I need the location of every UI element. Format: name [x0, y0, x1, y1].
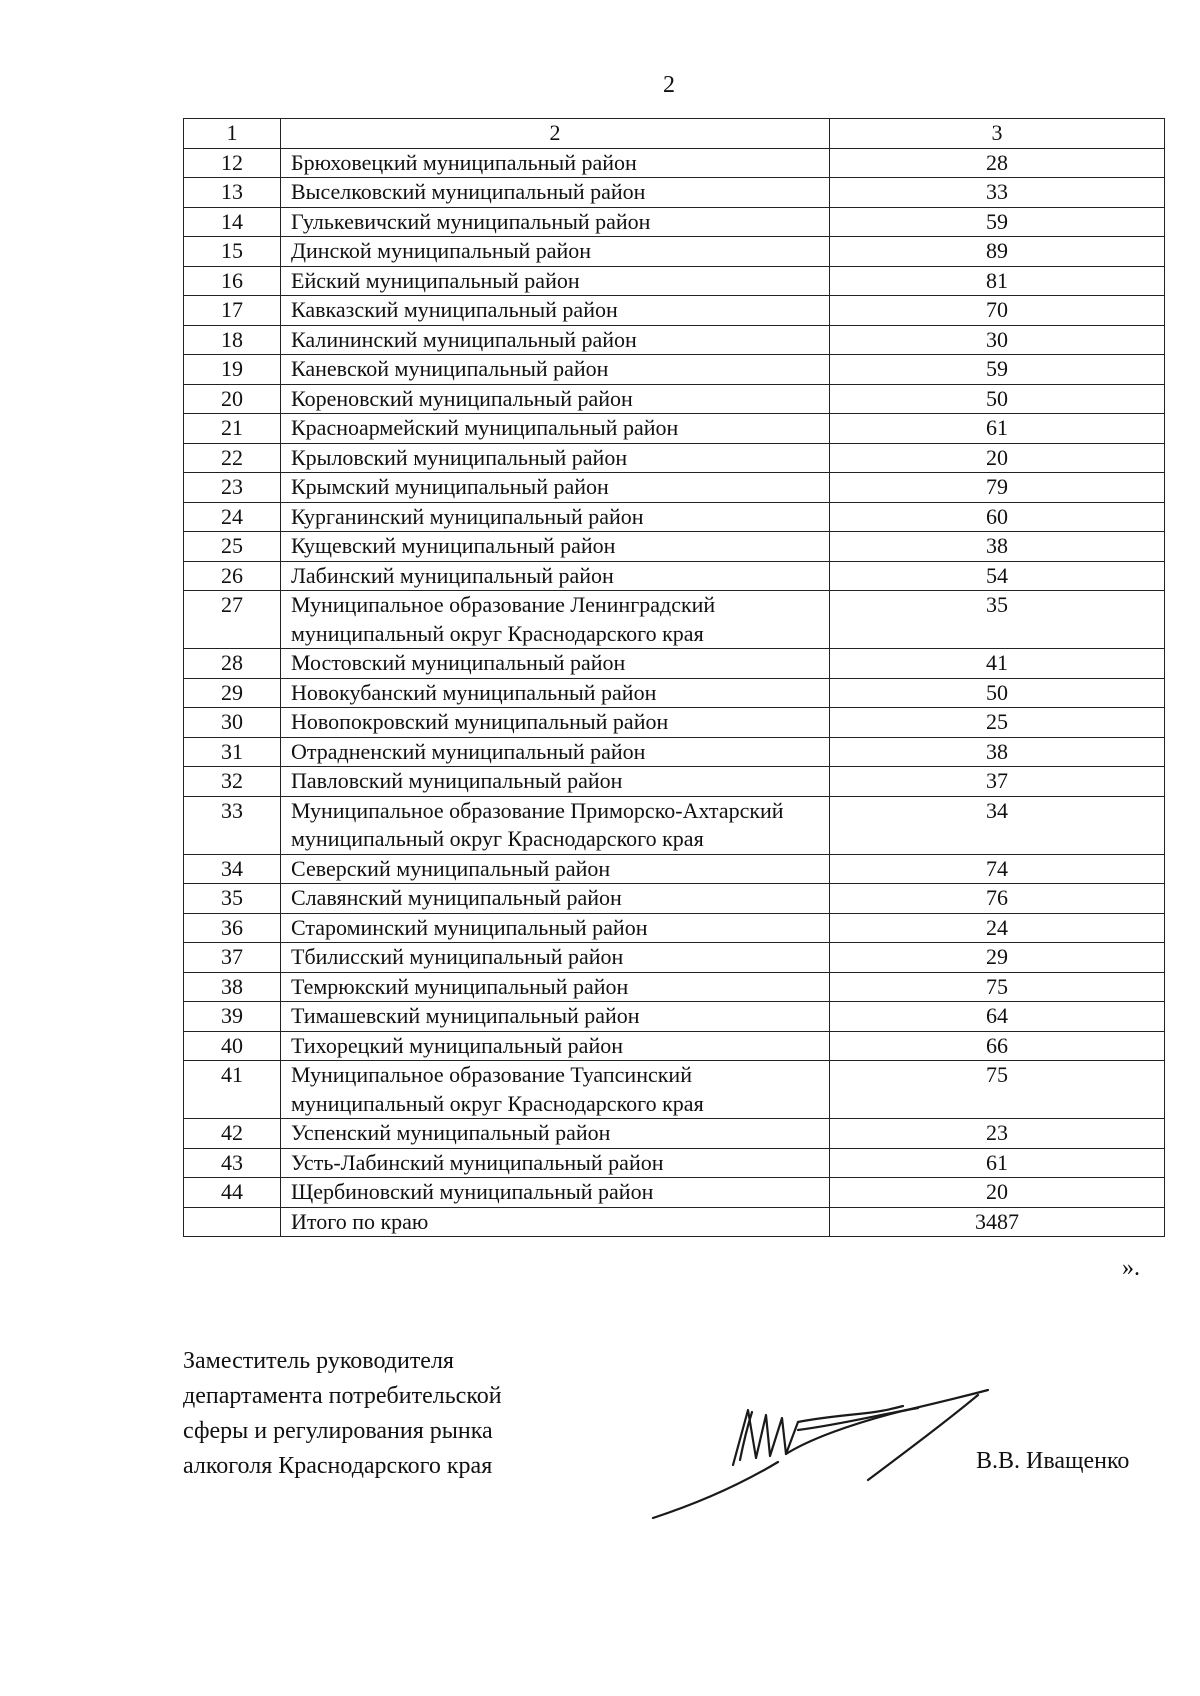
header-col-1: 1 — [184, 119, 281, 149]
signatory-title-line: алкоголя Краснодарского края — [183, 1453, 493, 1479]
row-value: 20 — [830, 1178, 1165, 1208]
row-number: 29 — [184, 678, 281, 708]
row-value: 29 — [830, 943, 1165, 973]
row-municipality-name: Мостовский муниципальный район — [281, 649, 830, 679]
row-municipality-name: Кореновский муниципальный район — [281, 384, 830, 414]
table-row — [184, 561, 1165, 591]
row-municipality-name: Выселковский муниципальный район — [281, 178, 830, 208]
signatory-title-line: Заместитель руководителя — [183, 1348, 454, 1374]
table-row — [184, 1148, 1165, 1178]
row-municipality-name: Северский муниципальный район — [281, 854, 830, 884]
table-row — [184, 767, 1165, 797]
row-value: 54 — [830, 561, 1165, 591]
table-row — [184, 443, 1165, 473]
table-row — [184, 473, 1165, 503]
row-value: 76 — [830, 884, 1165, 914]
row-value: 35 — [830, 591, 1165, 649]
table-row — [184, 708, 1165, 738]
row-value: 59 — [830, 207, 1165, 237]
row-value: 41 — [830, 649, 1165, 679]
row-number: 40 — [184, 1031, 281, 1061]
row-value: 59 — [830, 355, 1165, 385]
row-number: 14 — [184, 207, 281, 237]
row-municipality-name: Крымский муниципальный район — [281, 473, 830, 503]
row-number: 12 — [184, 148, 281, 178]
row-number: 18 — [184, 325, 281, 355]
row-value: 66 — [830, 1031, 1165, 1061]
row-value: 79 — [830, 473, 1165, 503]
row-value: 25 — [830, 708, 1165, 738]
signatory-title — [183, 1344, 502, 1484]
table-row — [184, 854, 1165, 884]
row-municipality-name: Итого по краю — [281, 1207, 830, 1237]
row-number: 36 — [184, 913, 281, 943]
row-value: 75 — [830, 972, 1165, 1002]
row-number: 32 — [184, 767, 281, 797]
row-value: 30 — [830, 325, 1165, 355]
row-value: 20 — [830, 443, 1165, 473]
table-row — [184, 414, 1165, 444]
row-municipality-name: Курганинский муниципальный район — [281, 502, 830, 532]
row-number: 37 — [184, 943, 281, 973]
row-municipality-name: Гулькевичский муниципальный район — [281, 207, 830, 237]
table-row — [184, 737, 1165, 767]
row-value: 64 — [830, 1002, 1165, 1032]
row-value: 28 — [830, 148, 1165, 178]
row-municipality-name: Новопокровский муниципальный район — [281, 708, 830, 738]
table-row — [184, 972, 1165, 1002]
table-row — [184, 678, 1165, 708]
row-municipality-name: Славянский муниципальный район — [281, 884, 830, 914]
row-number: 20 — [184, 384, 281, 414]
row-municipality-name: Крыловский муниципальный район — [281, 443, 830, 473]
table-header-row — [184, 119, 1165, 149]
row-municipality-name: Каневской муниципальный район — [281, 355, 830, 385]
table-row — [184, 502, 1165, 532]
table-row — [184, 796, 1165, 854]
row-municipality-name: Темрюкский муниципальный район — [281, 972, 830, 1002]
signatory-title-line: сферы и регулирования рынка — [183, 1418, 493, 1444]
table-row — [184, 884, 1165, 914]
table-row — [184, 913, 1165, 943]
row-number: 27 — [184, 591, 281, 649]
signatory-name: В.В. Иващенко — [976, 1448, 1130, 1474]
header-col-3: 3 — [830, 119, 1165, 149]
table-row — [184, 207, 1165, 237]
table-row — [184, 943, 1165, 973]
row-municipality-name: Кущевский муниципальный район — [281, 532, 830, 562]
row-value: 50 — [830, 678, 1165, 708]
row-value: 89 — [830, 237, 1165, 267]
row-number: 25 — [184, 532, 281, 562]
row-municipality-name: Лабинский муниципальный район — [281, 561, 830, 591]
table-row — [184, 591, 1165, 649]
row-number: 28 — [184, 649, 281, 679]
row-number: 33 — [184, 796, 281, 854]
row-municipality-name: Муниципальное образование Туапсинский муниципальный округ Краснодарского края — [281, 1061, 830, 1119]
row-value: 60 — [830, 502, 1165, 532]
row-value: 50 — [830, 384, 1165, 414]
row-number: 17 — [184, 296, 281, 326]
row-number: 34 — [184, 854, 281, 884]
row-municipality-name: Муниципальное образование Приморско-Ахтарский муниципальный округ Краснодарского края — [281, 796, 830, 854]
table-row — [184, 384, 1165, 414]
row-number: 15 — [184, 237, 281, 267]
row-municipality-name: Отрадненский муниципальный район — [281, 737, 830, 767]
row-number: 19 — [184, 355, 281, 385]
row-number: 31 — [184, 737, 281, 767]
row-value: 74 — [830, 854, 1165, 884]
row-municipality-name: Ейский муниципальный район — [281, 266, 830, 296]
row-value: 3487 — [830, 1207, 1165, 1237]
row-number: 21 — [184, 414, 281, 444]
table-row — [184, 1031, 1165, 1061]
closing-quote: ». — [1122, 1255, 1140, 1281]
table-row — [184, 1002, 1165, 1032]
row-municipality-name: Новокубанский муниципальный район — [281, 678, 830, 708]
row-value: 75 — [830, 1061, 1165, 1119]
table-row — [184, 1119, 1165, 1149]
row-number: 44 — [184, 1178, 281, 1208]
municipality-table — [183, 118, 1165, 1237]
table-row — [184, 148, 1165, 178]
row-number: 42 — [184, 1119, 281, 1149]
row-municipality-name: Красноармейский муниципальный район — [281, 414, 830, 444]
row-municipality-name: Успенский муниципальный район — [281, 1119, 830, 1149]
row-value: 24 — [830, 913, 1165, 943]
header-col-2: 2 — [281, 119, 830, 149]
table-row — [184, 1061, 1165, 1119]
row-value: 33 — [830, 178, 1165, 208]
row-municipality-name: Калининский муниципальный район — [281, 325, 830, 355]
row-municipality-name: Тбилисский муниципальный район — [281, 943, 830, 973]
row-number: 43 — [184, 1148, 281, 1178]
page-number: 2 — [663, 72, 675, 98]
row-municipality-name: Павловский муниципальный район — [281, 767, 830, 797]
row-number: 35 — [184, 884, 281, 914]
row-municipality-name: Брюховецкий муниципальный район — [281, 148, 830, 178]
row-municipality-name: Щербиновский муниципальный район — [281, 1178, 830, 1208]
row-value: 38 — [830, 737, 1165, 767]
row-municipality-name: Муниципальное образование Ленинградский муниципальный округ Краснодарского края — [281, 591, 830, 649]
row-value: 37 — [830, 767, 1165, 797]
row-number: 13 — [184, 178, 281, 208]
row-number: 16 — [184, 266, 281, 296]
table-row — [184, 649, 1165, 679]
row-number: 41 — [184, 1061, 281, 1119]
row-number: 39 — [184, 1002, 281, 1032]
table-total-row — [184, 1207, 1165, 1237]
row-number: 30 — [184, 708, 281, 738]
row-value: 34 — [830, 796, 1165, 854]
signatory-title-line: департамента потребительской — [183, 1383, 502, 1409]
row-municipality-name: Тимашевский муниципальный район — [281, 1002, 830, 1032]
row-value: 61 — [830, 1148, 1165, 1178]
table-row — [184, 266, 1165, 296]
table-row — [184, 325, 1165, 355]
row-number: 24 — [184, 502, 281, 532]
table-row — [184, 178, 1165, 208]
row-number: 26 — [184, 561, 281, 591]
table-row — [184, 296, 1165, 326]
row-value: 61 — [830, 414, 1165, 444]
row-value: 23 — [830, 1119, 1165, 1149]
row-value: 38 — [830, 532, 1165, 562]
table-row — [184, 1178, 1165, 1208]
row-municipality-name: Староминский муниципальный район — [281, 913, 830, 943]
row-number — [184, 1207, 281, 1237]
row-municipality-name: Тихорецкий муниципальный район — [281, 1031, 830, 1061]
table-row — [184, 355, 1165, 385]
row-number: 23 — [184, 473, 281, 503]
row-value: 81 — [830, 266, 1165, 296]
table-row — [184, 532, 1165, 562]
table-row — [184, 237, 1165, 267]
row-number: 38 — [184, 972, 281, 1002]
row-municipality-name: Кавказский муниципальный район — [281, 296, 830, 326]
row-value: 70 — [830, 296, 1165, 326]
row-municipality-name: Усть-Лабинский муниципальный район — [281, 1148, 830, 1178]
row-municipality-name: Динской муниципальный район — [281, 237, 830, 267]
row-number: 22 — [184, 443, 281, 473]
